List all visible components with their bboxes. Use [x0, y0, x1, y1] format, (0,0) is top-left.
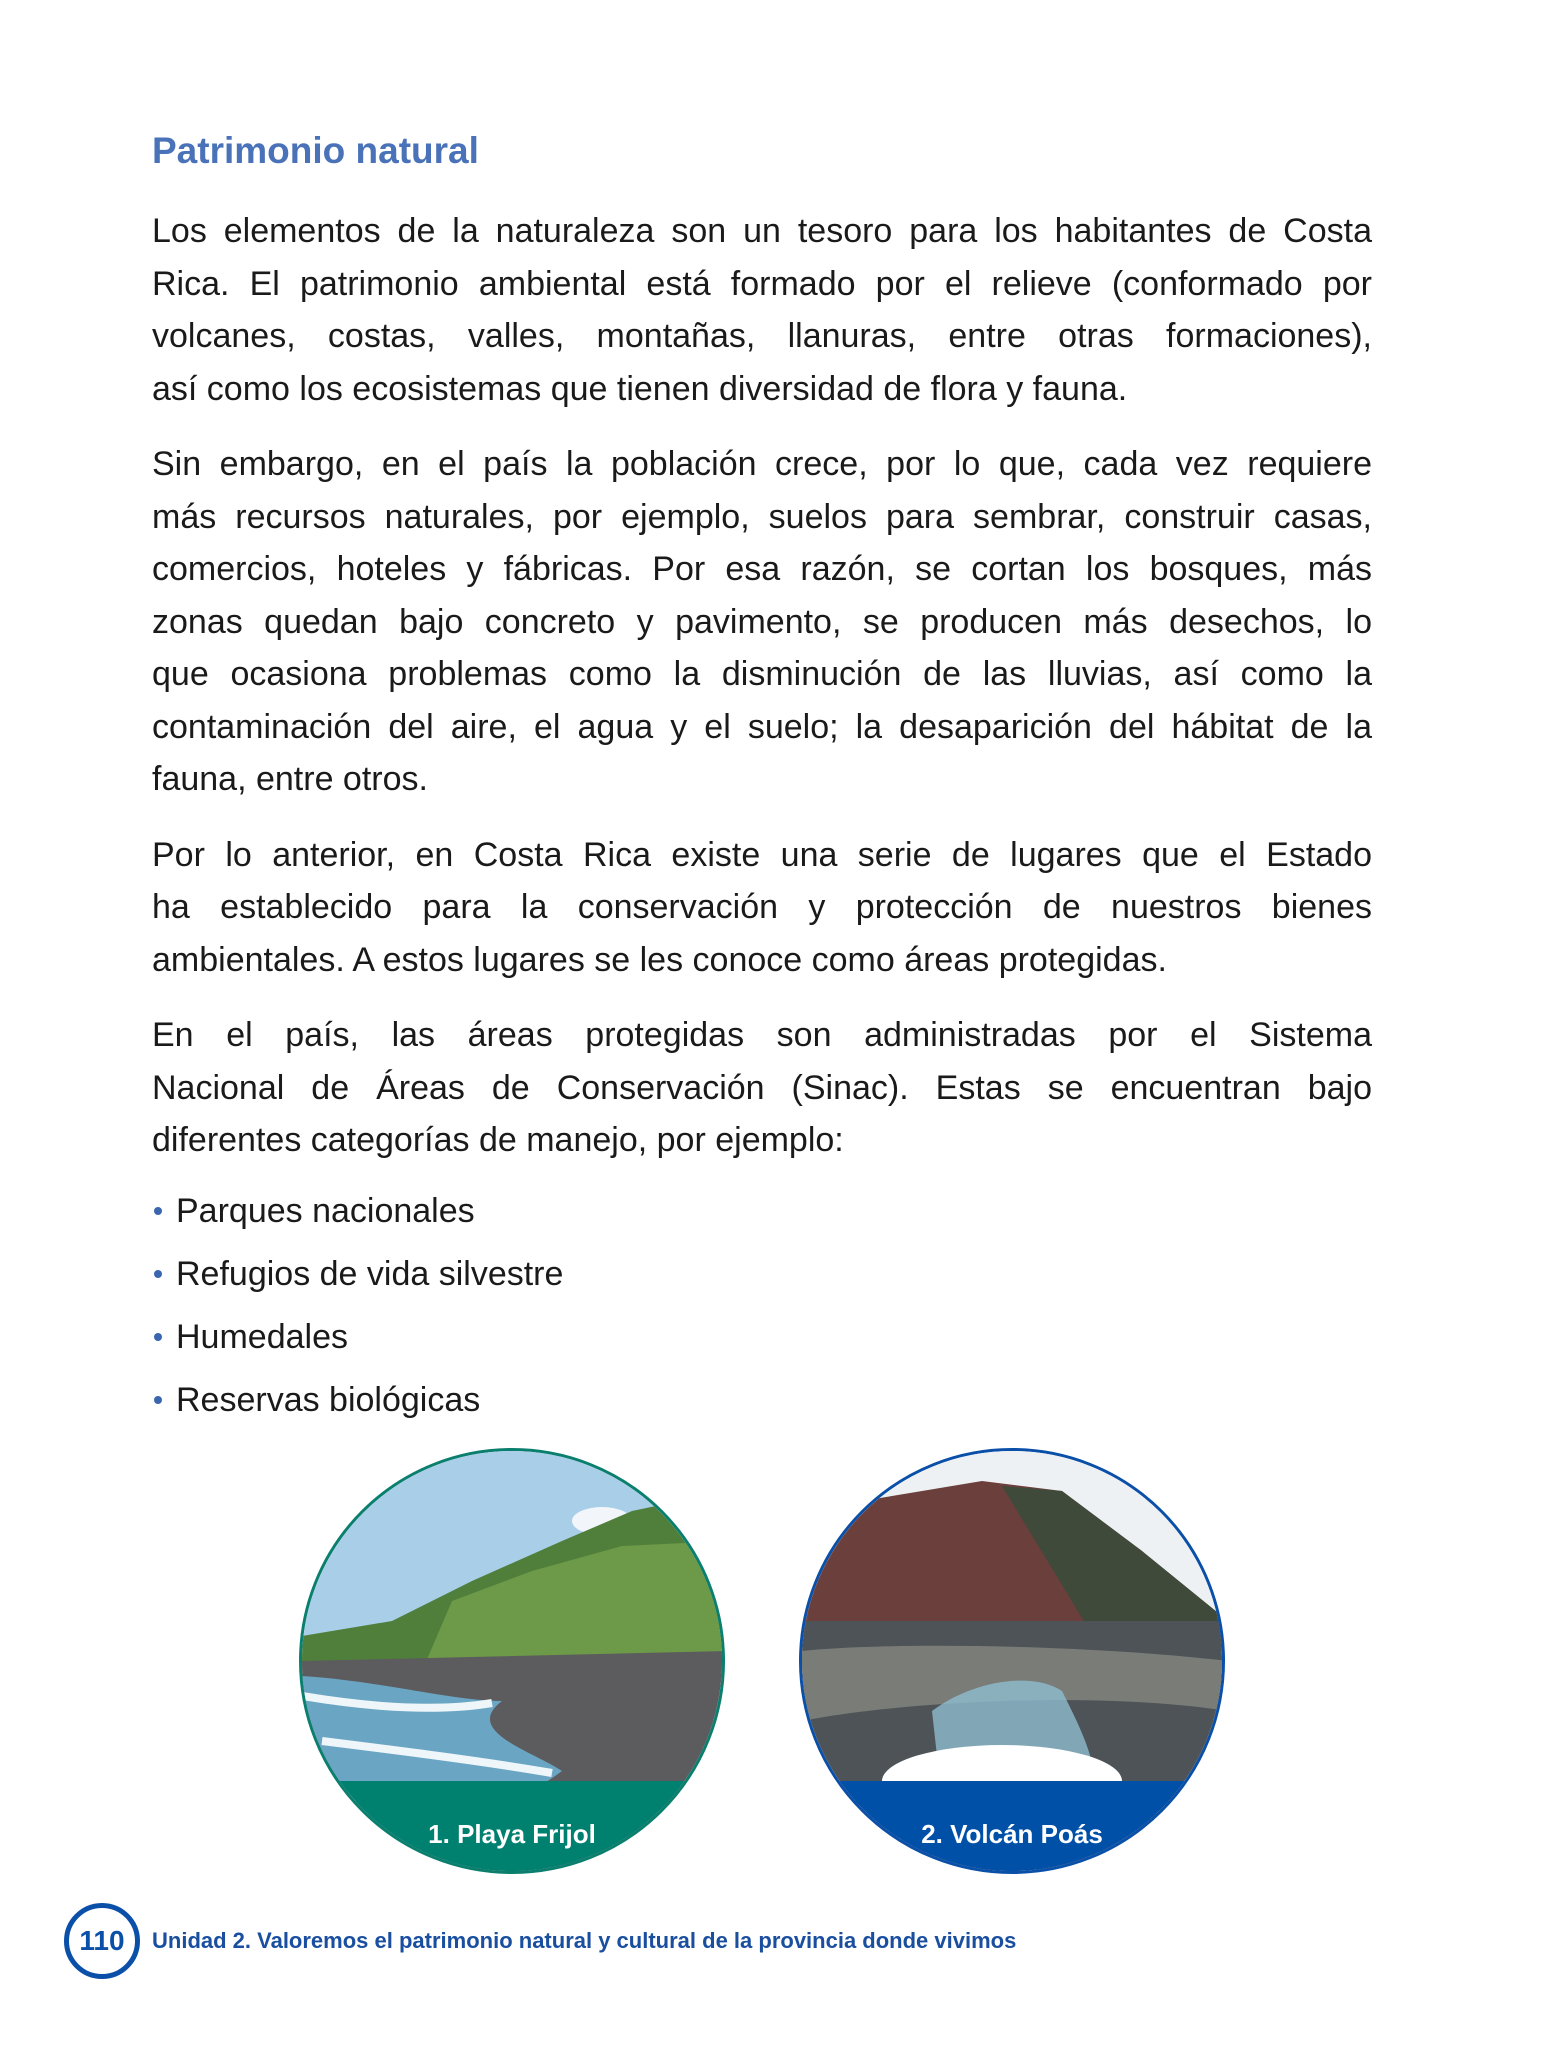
caption-band [802, 1781, 1222, 1871]
text-line: ha establecido para la conservación y protección de nuestros bienes [152, 888, 1372, 926]
figure-playa-frijol [299, 1448, 725, 1874]
figure-volcan-poas [799, 1448, 1225, 1874]
list-item-label: Humedales [176, 1317, 348, 1356]
paragraph [152, 438, 1372, 806]
list-item [152, 1306, 1372, 1369]
text-line: Sin embargo, en el país la población crece, por lo que, cada vez requiere [152, 445, 1372, 483]
text-line: Nacional de Áreas de Conservación (Sinac). Estas se encuentran bajo [152, 1068, 1372, 1107]
category-list [152, 1180, 1372, 1432]
bullet-icon [154, 1207, 162, 1215]
figure-caption: 1. Playa Frijol [428, 1819, 596, 1849]
caption-band [302, 1781, 722, 1871]
unit-title: Unidad 2. Valoremos el patrimonio natural y cultural de la provincia donde vivimos [152, 1928, 1017, 1953]
figure-caption: 2. Volcán Poás [921, 1819, 1103, 1849]
text-line: comercios, hoteles y fábricas. Por esa razón, se cortan los bosques, más [152, 550, 1372, 588]
text-line: ambientales. A estos lugares se les conoce como áreas protegidas. [152, 940, 1167, 979]
paragraph [152, 829, 1372, 987]
text-line: volcanes, costas, valles, montañas, llanuras, entre otras formaciones), [152, 317, 1372, 355]
list-item [152, 1243, 1372, 1306]
text-line: fauna, entre otros. [152, 760, 428, 798]
text-line: más recursos naturales, por ejemplo, suelos para sembrar, construir casas, [152, 497, 1372, 536]
list-item [152, 1369, 1372, 1432]
text-line: Por lo anterior, en Costa Rica existe una serie de lugares que el Estado [152, 835, 1372, 874]
text-line: que ocasiona problemas como la disminución de las lluvias, así como la [152, 655, 1372, 693]
text-line: Los elementos de la naturaleza son un tesoro para los habitantes de Costa [152, 212, 1372, 250]
text-line: diferentes categorías de manejo, por ejemplo: [152, 1121, 844, 1159]
section-heading: Patrimonio natural [152, 130, 479, 171]
text-line: Rica. El patrimonio ambiental está formado por el relieve (conformado por [152, 264, 1372, 303]
list-item-label: Reservas biológicas [176, 1380, 481, 1419]
list-item-label: Parques nacionales [176, 1191, 475, 1230]
text-line: zonas quedan bajo concreto y pavimento, se producen más desechos, lo [152, 602, 1372, 641]
paragraph [152, 1009, 1372, 1167]
list-item [152, 1180, 1372, 1243]
bullet-icon [154, 1333, 162, 1341]
text-line: así como los ecosistemas que tienen diversidad de flora y fauna. [152, 369, 1128, 408]
list-item-label: Refugios de vida silvestre [176, 1254, 564, 1293]
bullet-icon [154, 1270, 162, 1278]
text-line: En el país, las áreas protegidas son administradas por el Sistema [152, 1016, 1372, 1054]
paragraph [152, 205, 1372, 415]
body-text [152, 205, 1372, 1432]
bullet-icon [154, 1396, 162, 1404]
page-number: 110 [64, 1903, 140, 1979]
text-line: contaminación del aire, el agua y el suelo; la desaparición del hábitat de la [152, 707, 1372, 746]
